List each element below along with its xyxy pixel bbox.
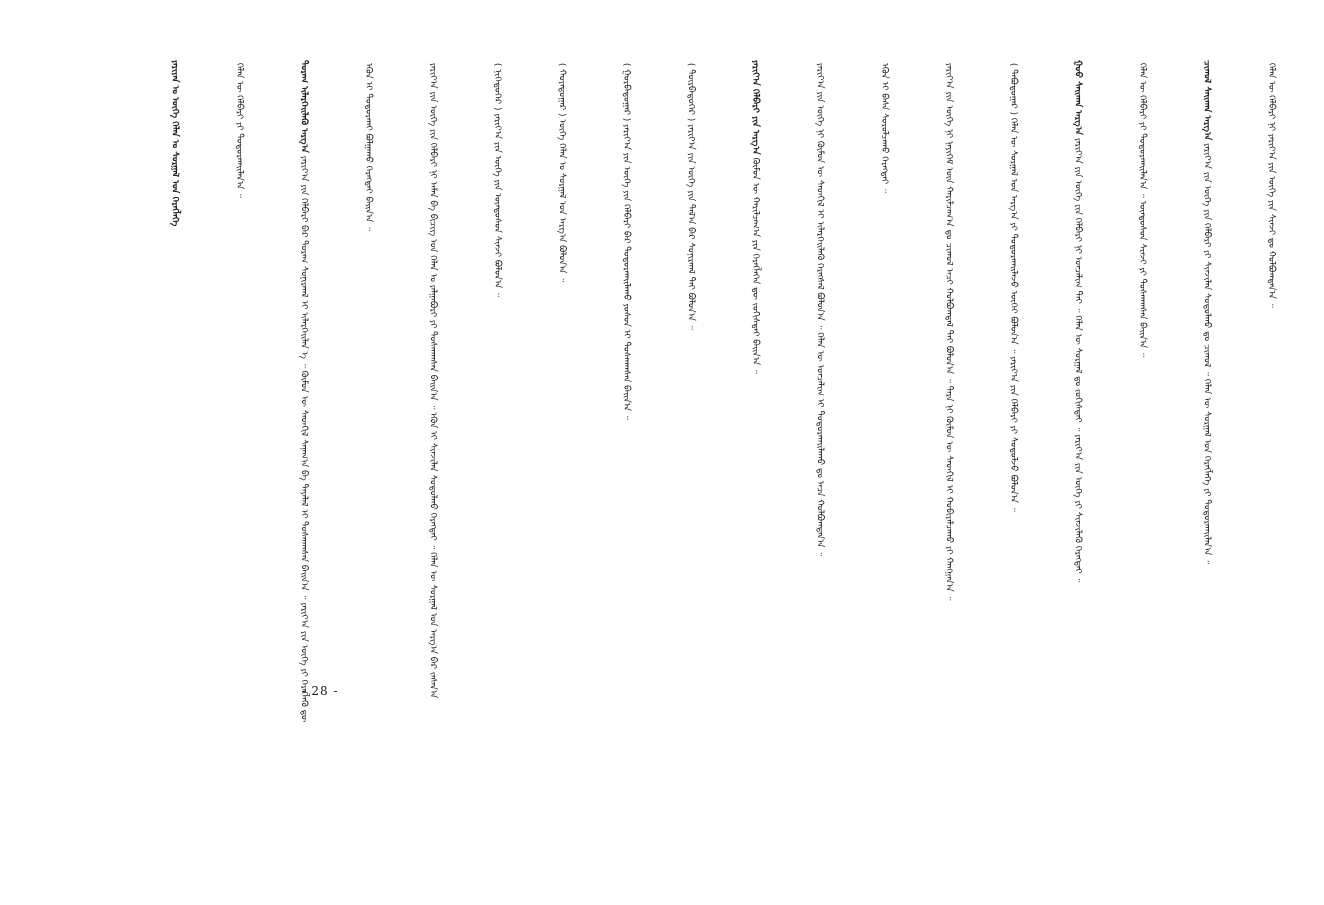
- text-line: [228, 60, 250, 672]
- text-line-body: ( ᠭᠤᠷᠪᠠᠳᠤᠭᠠᠷ ) ᠶᠠᠷᠢᠶ᠎ᠠ ᠶᠢᠨ ᠦᠭᠡ ᠶᠢᠨ ᠬᠡᠯᠪᠡᠷᠢ ᠪᠡᠷ ᠲᠣᠳᠣᠷᠬᠠᠢᠯᠠᠬᠤ ᠶᠣᠰᠣᠨ ᠢ ᠲᠤᠰᠬᠠᠭᠰᠠᠨ ᠪᠠᠢᠨ᠎ᠠ ᠃: [621, 62, 631, 420]
- text-line: [357, 60, 379, 672]
- text-line: [1066, 60, 1088, 672]
- text-line: [937, 60, 959, 672]
- text-line-body: ( ᠳᠥᠷᠪᠡᠳᠦᠭᠡᠷ ) ᠶᠠᠷᠢᠶ᠎ᠠ ᠶᠢᠨ ᠦᠭᠡ ᠶᠢᠨ ᠲᠠᠯ᠎ᠠ ᠪᠠᠷ ᠰᠣᠨᠢᠷᠬᠠᠯ ᠲᠠᠢ ᠪᠣᠯᠤᠨ᠎ᠠ ᠃: [685, 62, 696, 330]
- text-line-body: ᠶᠠᠷᠢᠶ᠎ᠠ ᠶᠢᠨ ᠦᠭᠡ ᠶᠢᠨ ᠬᠡᠯᠪᠡᠷᠢ ᠨᠢ ᠣᠨᠴᠠᠯᠢᠭ ᠲᠠᠢ ᠃ ᠬᠡᠯᠡᠨ ᠦ ᠰᠤᠷᠭᠠᠯ ᠳᠤ ᠵᠣᠬᠢᠰᠲᠠᠢ ᠃ ᠶᠠᠷᠢᠶ᠎ᠠ ᠶᠢᠨ ᠦᠭᠡ ᠶᠢ ᠰᠢᠨᠵᠢᠯᠡᠬᠦ ᠬᠡᠷᠡᠭᠲᠡᠢ ᠃: [1072, 137, 1083, 583]
- text-line: [1195, 60, 1217, 672]
- text-line-body: ( ᠬᠣᠶᠠᠳᠤᠭᠠᠷ ) ᠦᠭᠡ ᠬᠡᠯᠡᠨ ᠤ ᠰᠤᠷᠭᠠᠯ ᠤᠨ ᠠᠷᠭ᠎ᠠ ᠪᠣᠯᠤᠨ᠎ᠠ ᠃: [556, 62, 567, 283]
- text-line-body: ᠬᠡᠯᠡᠨ ᠦ ᠬᠡᠯᠪᠡᠷᠢ ᠨᠢ ᠶᠠᠷᠢᠶ᠎ᠠ ᠶᠢᠨ ᠦᠭᠡ ᠶᠢᠨ ᠰᠢᠨᠵᠢ ᠳᠤ ᠬᠣᠯᠪᠣᠭᠳᠠᠨ᠎ᠠ ᠃: [1266, 62, 1276, 308]
- text-line-body: ᠬᠡᠯᠡᠨ ᠦ ᠬᠡᠯᠪᠡᠷᠢ ᠶᠢ ᠲᠣᠳᠣᠷᠬᠠᠢᠯᠠᠨ᠎ᠠ ᠃: [234, 62, 244, 198]
- text-line-body: ᠶᠠᠷᠢᠶ᠎ᠠ ᠶᠢᠨ ᠦᠭᠡ ᠨᠢ ᠨᠡᠶᠢᠭᠡᠮ ᠦᠨ ᠬᠠᠷᠢᠯᠴᠠᠭ᠎ᠠ ᠳᠤ ᠴᠢᠬᠤᠯ ᠠᠴᠢ ᠬᠣᠯᠪᠣᠭᠳᠠᠯ ᠲᠠᠢ ᠪᠣᠯᠤᠨ᠎ᠠ ᠃ ᠲᠡᠷᠡ ᠨᠢ ᠬᠦᠮᠦᠨ ᠦ ᠰᠡᠳᠬᠢᠯ ᠢ ᠬᠤᠪᠢᠶᠠᠯᠴᠠᠬᠤ ᠶᠢ ᠬᠠᠩᠭᠠᠨ᠎ᠠ ᠃: [943, 62, 954, 601]
- text-line: [615, 60, 637, 672]
- text-line-bold: ᠴᠢᠬᠤᠯ ᠰᠠᠢᠬᠠᠨ ᠠᠷᠭ᠎ᠠ: [1201, 60, 1212, 141]
- text-line-body: ᠡᠭᠦᠨ ᠢ ᠪᠠᠰᠠ ᠰᠤᠷᠤᠯᠴᠠᠬᠤ ᠬᠡᠷᠡᠭᠲᠡᠢ ᠃: [879, 62, 889, 193]
- text-line: [873, 60, 895, 672]
- text-line-bold: ᠶᠠᠷᠢᠶ᠎ᠠ ᠬᠡᠯᠪᠡᠷᠢ ᠶᠢᠨ ᠠᠷᠭ᠎ᠠ: [750, 60, 760, 155]
- text-line-bold: ᠳᠤᠷᠠᠭ ᠢᠯᠡᠷᠬᠡᠢᠯᠡᠬᠦ ᠠᠷᠭ᠎ᠠ: [298, 60, 309, 153]
- text-line: [1002, 60, 1024, 672]
- text-line: [292, 60, 314, 723]
- text-line-body: ᠶᠠᠷᠢᠶ᠎ᠠ ᠶᠢᠨ ᠦᠭᠡ ᠨᠢ ᠬᠦᠮᠦᠨ ᠦ ᠰᠡᠳᠬᠢᠯ ᠢ ᠢᠯᠡᠷᠬᠡᠢᠯᠡᠬᠦ ᠬᠡᠷᠡᠭᠰᠡᠯ ᠪᠣᠯᠤᠨ᠎ᠠ ᠃ ᠬᠡᠯᠡᠨ ᠦ ᠣᠨᠴᠠᠯᠢᠭ ᠢ ᠲᠣᠳᠣᠷᠬᠠᠢᠯᠠᠬᠤ ᠳᠤ ᠠᠴᠠ ᠬᠣᠯᠪᠣᠭᠳᠠᠨ᠎ᠠ ᠃: [814, 62, 825, 557]
- text-line-body: ᠬᠡᠯᠡᠨ ᠦ ᠬᠡᠯᠪᠡᠷᠢ ᠶᠢ ᠲᠣᠳᠣᠷᠬᠠᠢᠯᠠᠨ᠎ᠠ ᠃ ᠦᠨᠳᠦᠰᠦᠨ ᠰᠢᠨᠵᠢ ᠶᠢ ᠲᠤᠰᠬᠠᠭᠰᠠᠨ ᠪᠠᠢᠨ᠎ᠠ ᠃: [1137, 62, 1147, 357]
- text-line: [744, 60, 766, 672]
- text-line: [808, 60, 830, 672]
- page-title: ᠶᠠᠷᠢᠶᠠᠨ ᠤ ᠦᠭᠡ ᠬᠡᠯᠡᠨ ᠤ ᠰᠤᠷᠭᠠᠯ ᠤᠨ ᠬᠡᠷᠡᠭᠯᠡᠭᠡ: [169, 60, 180, 227]
- text-line: [1260, 60, 1282, 672]
- text-line-body: ᠶᠠᠷᠢᠶ᠎ᠠ ᠶᠢᠨ ᠦᠭᠡ ᠶᠢᠨ ᠬᠡᠯᠪᠡᠷᠢ ᠶᠢ ᠰᠢᠨᠵᠢᠯᠡᠨ ᠰᠤᠳᠤᠯᠬᠤ ᠳᠤ ᠴᠢᠬᠤᠯ ᠃ ᠬᠡᠯᠡᠨ ᠦ ᠰᠤᠷᠭᠠᠯ ᠤᠨ ᠬᠡᠷᠡᠭᠯᠡᠭᠡ ᠶᠢ ᠲᠣᠳᠣᠷᠬᠠᠢᠯᠠᠨ᠎ᠠ ᠃: [1201, 143, 1212, 565]
- text-line-body: ᠶᠠᠷᠢᠶ᠎ᠠ ᠶᠢᠨ ᠬᠡᠯᠪᠡᠷᠢ ᠪᠡᠷ ᠳᠤᠷᠠᠭ ᠰᠣᠨᠢᠷᠬᠠᠯ ᠢ ᠢᠯᠡᠷᠬᠡᠢᠯᠡᠨ ᠡ ᠃ ᠬᠦᠮᠦᠨ ᠦ ᠰᠡᠳᠬᠢᠯ ᠰᠠᠨᠠᠭ᠎ᠠ ᠪᠠ ᠲᠠᠶᠠᠯᠠᠯ ᠢ ᠲᠤᠰᠬᠠᠭᠰᠠᠨ ᠪᠠᠢᠨ᠎ᠠ ᠃ ᠶᠠᠷᠢᠶ᠎ᠠ ᠶᠢᠨ ᠦᠭᠡ ᠶᠢ ᠬᠡᠷᠡᠭᠯᠡᠬᠦ ᠳᠦ: [298, 155, 309, 723]
- text-line-body: ( ᠲᠠᠪᠤᠳᠤᠭᠠᠷ ) ᠬᠡᠯᠡᠨ ᠦ ᠰᠤᠷᠭᠠᠯ ᠤᠨ ᠠᠷᠭ᠎ᠠ ᠶᠢ ᠲᠣᠳᠣᠷᠬᠠᠢᠯᠠᠵᠤ ᠦᠭᠡᠢ ᠪᠣᠯᠤᠨ᠎ᠠ ᠃ ᠶᠠᠷᠢᠶ᠎ᠠ ᠶᠢᠨ ᠬᠡᠯᠪᠡᠷᠢ ᠶᠢ ᠰᠤᠳᠤᠯᠵᠤ ᠪᠣᠯᠤᠨ᠎ᠠ ᠃: [1008, 62, 1018, 512]
- text-line: [550, 60, 572, 672]
- text-line-body: ( ᠨᠢᠭᠡᠳᠦᠭᠡᠷ ) ᠶᠠᠷᠢᠶ᠎ᠠ ᠶᠢᠨ ᠦᠭᠡ ᠶᠢᠨ ᠦᠨᠳᠦᠰᠦᠨ ᠰᠢᠨᠵᠢ ᠪᠣᠯᠤᠨ᠎ᠠ ᠃: [492, 62, 502, 297]
- page-number: - 28 -: [301, 684, 339, 698]
- text-line: [679, 60, 701, 672]
- text-line-body: ᠡᠭᠦᠨ ᠢ ᠲᠣᠳᠣᠷᠬᠠᠢ ᠪᠣᠯᠭᠠᠬᠤ ᠬᠡᠷᠡᠭᠲᠡᠢ ᠪᠠᠢᠨ᠎ᠠ ᠃: [363, 62, 373, 232]
- text-line: [486, 60, 508, 672]
- text-line-body: ᠬᠦᠮᠦᠨ ᠦ ᠬᠠᠷᠢᠯᠴᠠᠭ᠎ᠠ ᠶᠢᠨ ᠬᠡᠷᠡᠭᠯᠡᠭᠡᠨ ᠳᠦ ᠵᠣᠬᠢᠰᠲᠠᠢ ᠪᠠᠢᠨ᠎ᠠ ᠃: [750, 157, 760, 374]
- text-line: [1131, 60, 1153, 672]
- text-line: [421, 60, 443, 699]
- text-line-bold: ᠭᠣᠣ ᠰᠠᠢᠬᠠᠨ ᠠᠷᠭ᠎ᠠ: [1072, 60, 1083, 136]
- text-line-body: ᠶᠠᠷᠢᠶ᠎ᠠ ᠶᠢᠨ ᠦᠭᠡ ᠶᠢᠨ ᠬᠡᠯᠪᠡᠷᠢ ᠨᠢ ᠠᠮᠠᠨ ᠪᠠ ᠪᠢᠴᠢᠭ ᠤᠨ ᠬᠡᠯᠡᠨ ᠤ ᠶᠠᠯᠭᠠᠪᠤᠷᠢ ᠶᠢ ᠲᠤᠰᠬᠠᠭᠰᠠᠨ ᠪᠠᠢᠨ᠎ᠠ ᠃ ᠡᠭᠦᠨ ᠢ ᠰᠢᠨᠵᠢᠯᠡᠨ ᠰᠤᠳᠤᠯᠬᠤ ᠬᠡᠷᠡᠭᠲᠡᠢ ᠃ ᠬᠡᠯᠡᠨ ᠦ ᠰᠤᠷᠭᠠᠯ ᠤᠨ ᠠᠷᠭ᠎ᠠ ᠪᠠᠷ ᠵᠠᠰᠠᠨ᠎ᠠ: [427, 62, 438, 699]
